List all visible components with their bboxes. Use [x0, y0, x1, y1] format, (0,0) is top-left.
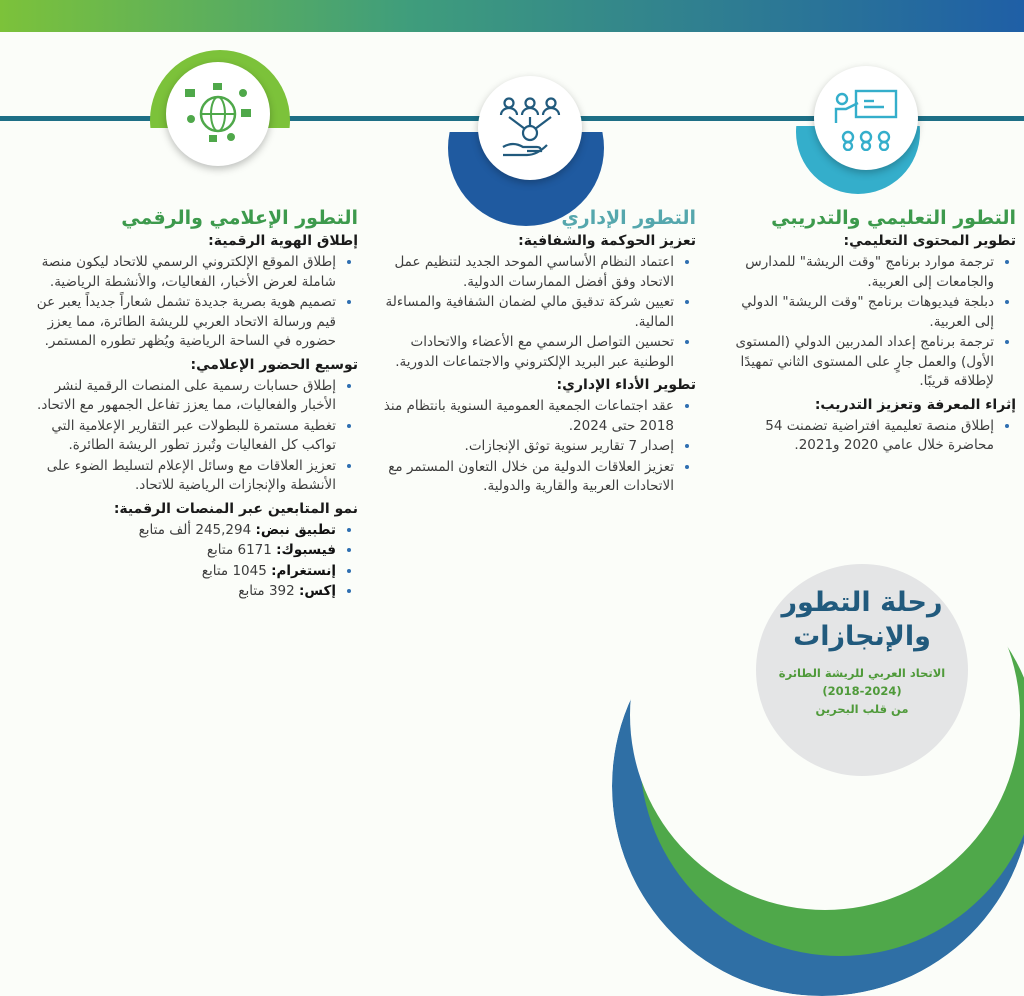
section-title: التطور الإعلامي والرقمي: [121, 207, 358, 229]
follower-count: 1045 متابع: [201, 562, 267, 579]
follower-item: [18, 562, 336, 582]
bullet-list: [374, 253, 696, 372]
list-item: • تعزيز العلاقات مع وسائل الإعلام لتسليط الضوء على الأنشطة والإنجازات الرياضية للاتحاد.: [18, 457, 336, 496]
top-gradient-bar: [0, 0, 1024, 32]
icon-circle-education: [814, 66, 918, 170]
follower-count: 392 متابع: [238, 583, 295, 599]
journey-title-circle: [756, 564, 968, 776]
icon-circle-admin: [478, 76, 582, 180]
list-item: • ترجمة برنامج إعداد المدربين الدولي (المستوى الأول) والعمل جارٍ على المستوى الثاني تمهيدًا لإطلاقه قريبًا.: [726, 333, 994, 392]
followers-list: [18, 521, 358, 602]
follower-count: 245,294 ألف متابع: [138, 521, 252, 538]
bullet-list: [18, 253, 358, 352]
list-item: • إطلاق الموقع الإلكتروني الرسمي للاتحاد ليكون منصة شاملة لعرض الأخبار، الفعاليات، والأنشطة الرياضية.: [18, 253, 336, 292]
platform-name: تطبيق نبض:: [255, 521, 336, 538]
follower-item: [18, 541, 336, 561]
platform-name: إكس:: [299, 583, 336, 599]
list-item: • اعتماد النظام الأساسي الموحد الجديد لتنظيم عمل الاتحاد وفق أفضل الممارسات الدولية.: [374, 253, 674, 292]
bullet-list: [374, 397, 696, 497]
list-item: • إطلاق منصة تعليمية افتراضية تضمنت 54 محاضرة خلال عامي 2020 و2021.: [726, 417, 994, 456]
list-item: • ترجمة موارد برنامج "وقت الريشة" للمدارس والجامعات إلى العربية.: [726, 253, 994, 292]
list-item: • تصميم هوية بصرية جديدة تشمل شعاراً جديداً يعبر عن قيم ورسالة الاتحاد العربي للريشة الطائرة، مما يعزز حضوره في الساحة الرياضية ويُظهر تطوره المستمر.: [18, 293, 336, 352]
section-administrative: [374, 206, 696, 501]
subsection-heading: نمو المتابعين عبر المنصات الرقمية:: [113, 500, 358, 517]
list-item: • عقد اجتماعات الجمعية العمومية السنوية بانتظام منذ 2018 حتى 2024.: [374, 397, 674, 436]
subsection-heading: إثراء المعرفة وتعزيز التدريب:: [814, 396, 1016, 413]
people-network-hand-icon: [495, 95, 565, 161]
list-item: • تعيين شركة تدقيق مالي لضمان الشفافية والمساءلة المالية.: [374, 293, 674, 332]
follower-item: [18, 582, 336, 602]
list-item: • دبلجة فيديوهات برنامج "وقت الريشة" الدولي إلى العربية.: [726, 293, 994, 332]
journey-title: رحلة التطور والإنجازات: [781, 587, 943, 652]
bullet-list: [18, 377, 358, 496]
subsection-heading: تعزيز الحوكمة والشفافية:: [518, 233, 696, 249]
icon-circle-media: [166, 62, 270, 166]
bullet-list: [726, 417, 1016, 456]
teacher-board-icon: [830, 85, 902, 151]
subsection-heading: تطوير المحتوى التعليمي:: [843, 233, 1016, 249]
platform-name: فيسبوك:: [276, 542, 336, 558]
bullet-list: [726, 253, 1016, 392]
subsection-heading: إطلاق الهوية الرقمية:: [208, 233, 358, 249]
list-item: • تحسين التواصل الرسمي مع الأعضاء والاتحادات الوطنية عبر البريد الإلكتروني والاجتماعات الدورية.: [374, 333, 674, 372]
follower-item: [18, 521, 336, 541]
section-title: التطور الإداري: [561, 207, 696, 229]
list-item: • تغطية مستمرة للبطولات عبر التقارير الإعلامية التي تواكب كل الفعاليات وتُبرز تطور الريشة الطائرة.: [18, 417, 336, 456]
subsection-heading: تطوير الأداء الإداري:: [556, 377, 696, 393]
subsection-heading: توسيع الحضور الإعلامي:: [190, 356, 358, 373]
follower-count: 6171 متابع: [206, 542, 272, 558]
section-media: [18, 206, 358, 606]
list-item: • إصدار 7 تقارير سنوية توثق الإنجازات.: [374, 437, 674, 457]
list-item: • إطلاق حسابات رسمية على المنصات الرقمية لنشر الأخبار والفعاليات، مما يعزز تفاعل الجمهور مع الاتحاد.: [18, 377, 336, 416]
section-title: التطور التعليمي والتدريبي: [771, 207, 1016, 229]
section-education: [726, 206, 1016, 460]
journey-subtitle: الاتحاد العربي للريشة الطائرة (2018-2024) من قلب البحرين: [778, 666, 946, 716]
globe-social-media-icon: [183, 83, 253, 145]
list-item: • تعزيز العلاقات الدولية من خلال التعاون المستمر مع الاتحادات العربية والقارية والدولية.: [374, 458, 674, 497]
platform-name: إنستغرام:: [271, 562, 336, 579]
